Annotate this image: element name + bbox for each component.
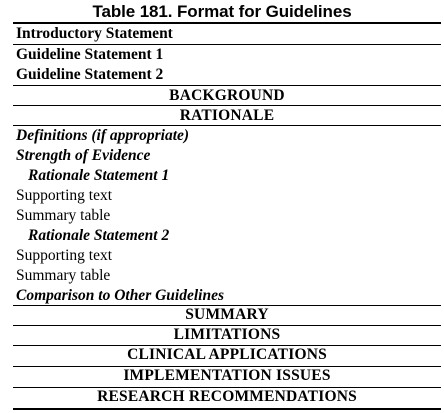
row-limitations: LIMITATIONS <box>173 326 281 343</box>
row-strength-of-evidence: Strength of Evidence <box>16 147 151 164</box>
row-guideline-statement-2: Guideline Statement 2 <box>16 66 164 83</box>
row-summary: SUMMARY <box>185 306 269 323</box>
divider-after-guidelines <box>13 85 441 86</box>
row-background: BACKGROUND <box>169 87 285 104</box>
row-research-recommendations: RESEARCH RECOMMENDATIONS <box>97 388 357 405</box>
divider-after-background <box>13 105 441 106</box>
table-title: Table 181. Format for Guidelines <box>92 2 352 21</box>
row-supporting-text-1: Supporting text <box>16 187 113 204</box>
bottom-rule <box>13 408 441 410</box>
row-introductory-statement: Introductory Statement <box>16 25 173 42</box>
row-rationale-statement-1: Rationale Statement 1 <box>28 167 170 184</box>
row-clinical-applications: CLINICAL APPLICATIONS <box>127 346 327 363</box>
row-summary-table-1: Summary table <box>16 207 111 224</box>
row-guideline-statement-1: Guideline Statement 1 <box>16 46 164 63</box>
divider-after-rationale <box>13 125 441 126</box>
row-implementation-issues: IMPLEMENTATION ISSUES <box>123 367 331 384</box>
row-supporting-text-2: Supporting text <box>16 247 113 264</box>
row-comparison-to-other-guidelines: Comparison to Other Guidelines <box>16 287 224 304</box>
top-rule <box>13 22 441 24</box>
divider-after-introductory <box>13 44 441 45</box>
row-definitions: Definitions (if appropriate) <box>16 127 190 144</box>
row-summary-table-2: Summary table <box>16 267 111 284</box>
row-rationale: RATIONALE <box>179 107 275 124</box>
row-rationale-statement-2: Rationale Statement 2 <box>28 227 170 244</box>
